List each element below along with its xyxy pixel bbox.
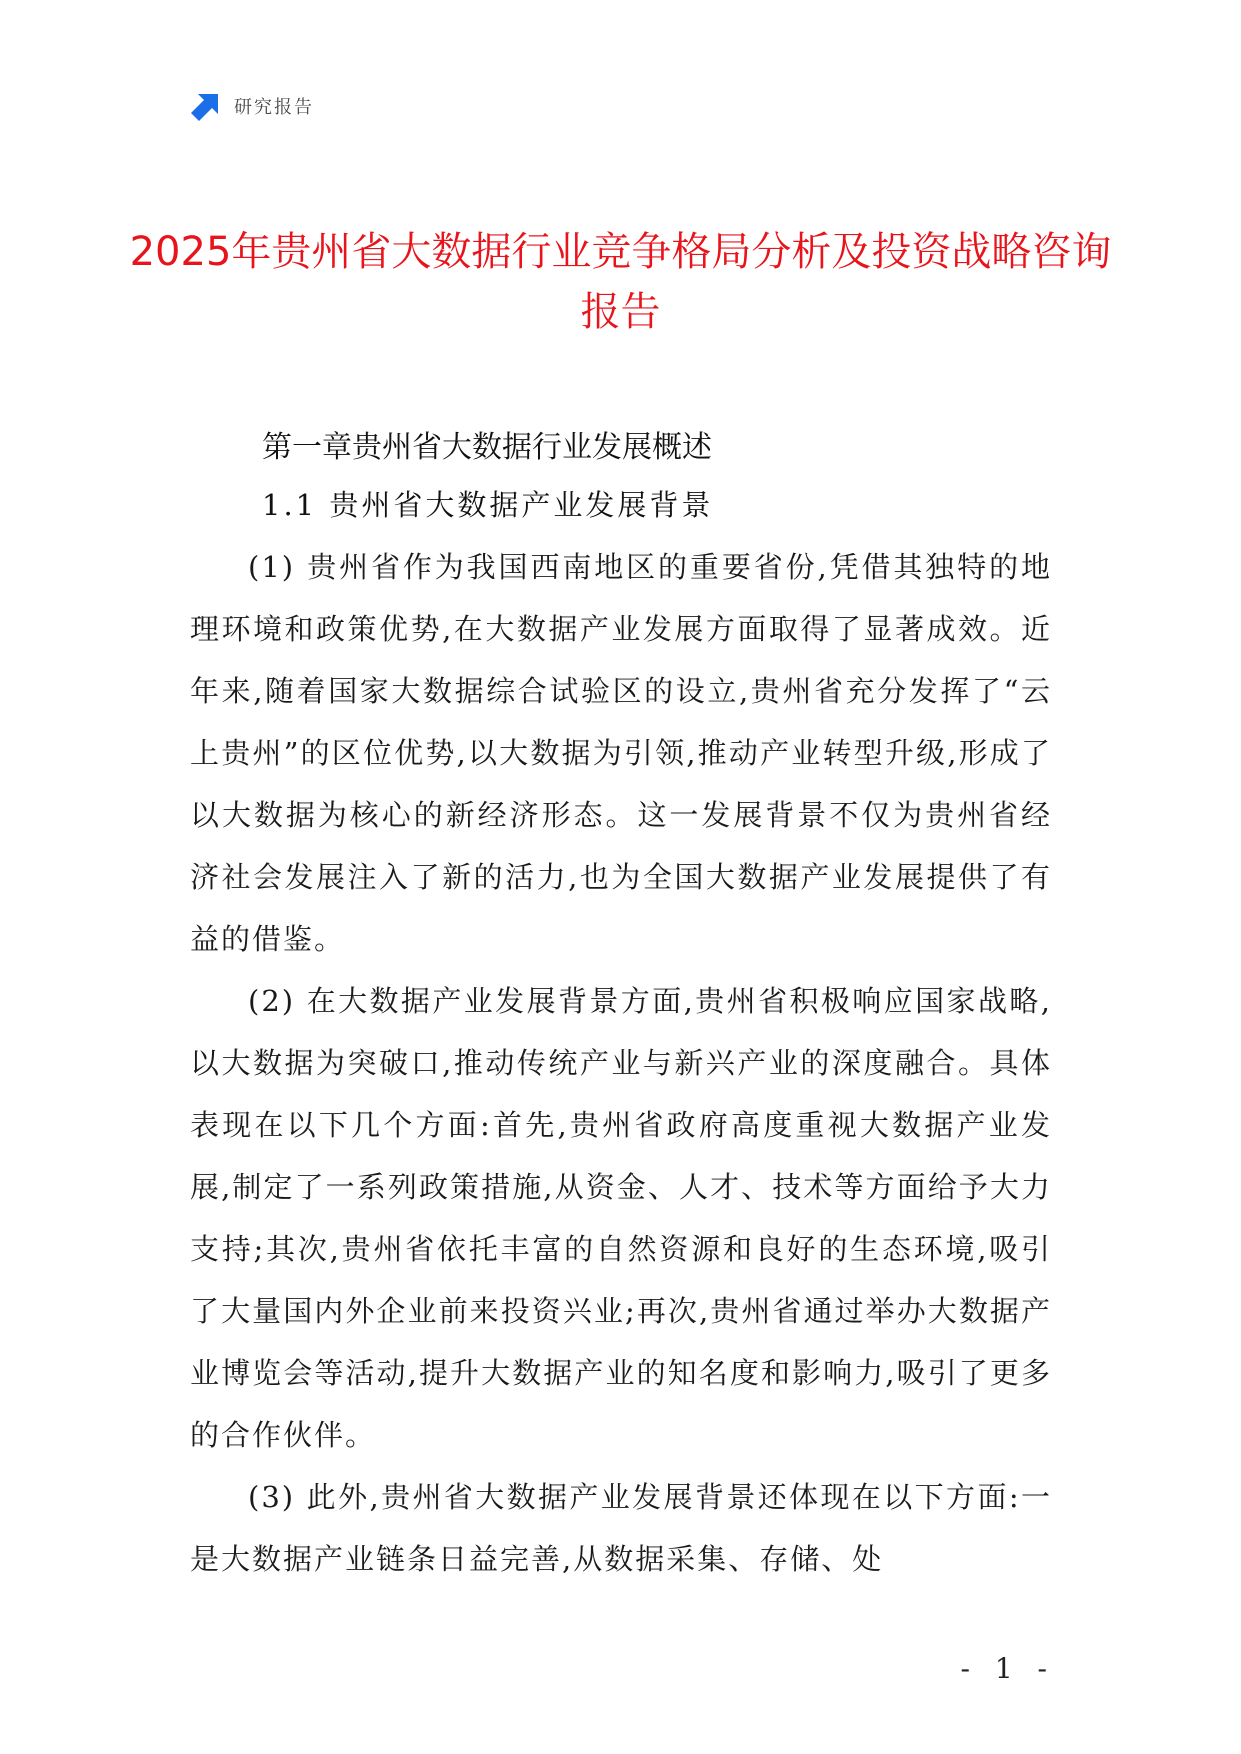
header-label: 研究报告 <box>234 97 314 118</box>
report-header <box>190 90 314 122</box>
paragraph: (2) 在大数据产业发展背景方面,贵州省积极响应国家战略,以大数据为突破口,推动传统产业与新兴产业的深度融合。具体表现在以下几个方面:首先,贵州省政府高度重视大数据产业发展,制定了一系列政策措施,从资金、人才、技术等方面给予大力支持;其次,贵州省依托丰富的自然资源和良好的生态环境,吸引了大量国内外企业前来投资兴业;再次,贵州省通过举办大数据产业博览会等活动,提升大数据产业的知名度和影响力,吸引了更多的合作伙伴。 <box>190 984 1052 1452</box>
body-text <box>190 536 1052 1590</box>
document-title: 2025年贵州省大数据行业竞争格局分析及投资战略咨询报告 <box>129 229 1112 335</box>
paragraph: (1) 贵州省作为我国西南地区的重要省份,凭借其独特的地理环境和政策优势,在大数据产业发展方面取得了显著成效。近年来,随着国家大数据综合试验区的设立,贵州省充分发挥了“云上贵州”的区位优势,以大数据为引领,推动产业转型升级,形成了以大数据为核心的新经济形态。这一发展背景不仅为贵州省经济社会发展注入了新的活力,也为全国大数据产业发展提供了有益的借鉴。 <box>190 550 1052 956</box>
arrow-up-right-logo-icon <box>190 90 222 122</box>
chapter-heading: 第一章贵州省大数据行业发展概述 <box>262 430 712 465</box>
page-number: - 1 - <box>960 1652 1055 1685</box>
section-heading: 1.1 贵州省大数据产业发展背景 <box>262 488 714 522</box>
paragraph: (3) 此外,贵州省大数据产业发展背景还体现在以下方面:一是大数据产业链条日益完善,从数据采集、存储、处 <box>190 1480 1052 1576</box>
